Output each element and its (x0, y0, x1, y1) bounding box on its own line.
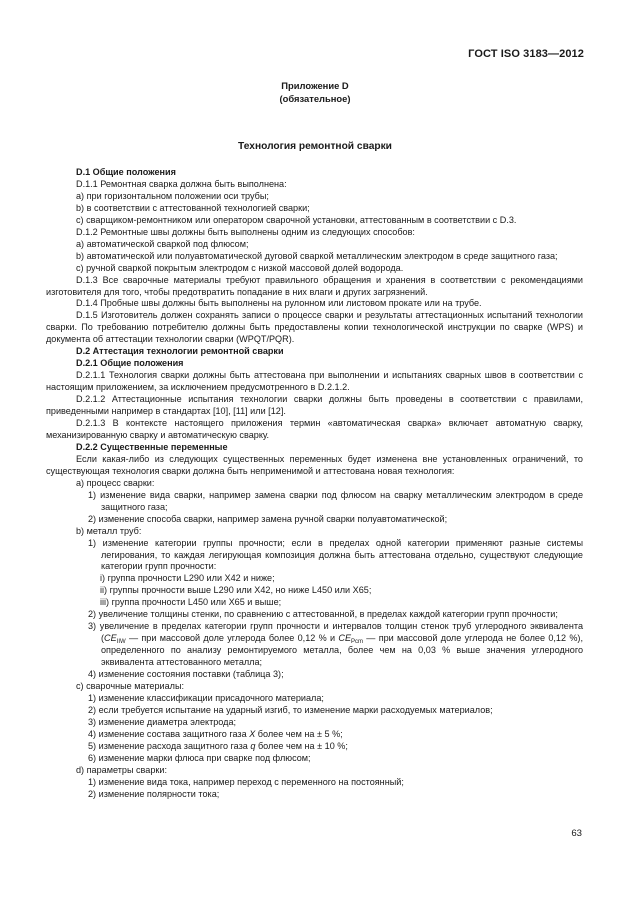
paragraph-d14: D.1.4 Пробные швы должны быть выполнены на рулонном или листовом прокате или на трубе. (76, 298, 482, 309)
paragraph-d211: D.2.1.1 Технология сварки должны быть аттестована при выполнении и испытаниях сварных швов в соответствии с настоящим приложением, за исключением предусмотренного в D.2.1.2. (46, 370, 583, 393)
ce-iiw-symbol: CE (104, 633, 117, 644)
list-item-d2: 2) изменение полярности тока; (88, 788, 220, 799)
c5-text-1: 5) изменение расхода защитного газа (88, 740, 251, 751)
list-item-c5 (46, 741, 583, 753)
c4-text-2: более чем на ± 5 %; (255, 728, 343, 739)
list-item-b: b) металл труб: (76, 525, 142, 536)
document-code: ГОСТ ISO 3183—2012 (468, 48, 584, 60)
gas-flow-symbol: q (250, 740, 256, 751)
list-item-d12c: c) ручной сваркой покрытым электродом с низкой массовой долей водорода. (76, 262, 404, 273)
list-item-c: c) сварочные материалы: (76, 680, 185, 691)
page-title: Технология ремонтной сварки (238, 141, 392, 152)
list-item-b2: 2) увеличение толщины стенки, по сравнению с аттестованной, в пределах каждой категории групп прочности; (88, 609, 558, 620)
section-heading-d2: D.2 Аттестация технологии ремонтной сварки (76, 346, 284, 357)
b3-text-3: — при массовой доле углерода не более 0,12 %), определенного по анализу ремонтируемого металла, более чем на 0,03 % выше значения углеродного эквивалента аттестованного металла; (101, 633, 583, 668)
list-item-c4 (46, 729, 583, 741)
ce-pcm-subscript: Pcm (351, 639, 364, 646)
list-item-a2: 2) изменение способа сварки, например замена ручной сварки полуавтоматической; (88, 513, 448, 524)
paragraph-d15: D.1.5 Изготовитель должен сохранять записи о процессе сварки и результаты аттестационных испытаний технологии сварки. По требованию потребителю должны быть предоставлены копии технологической инструкции по сварке (WPS) и документа об аттестации технологии сварки (WPQT/PQR). (46, 310, 583, 345)
paragraph-d213: D.2.1.3 В контексте настоящего приложения термин «автоматическая сварка» включает автоматную сварку, механизированную сварку и автоматическую сварку. (46, 418, 583, 440)
list-item-b1ii: ii) группы прочности выше L290 или X42, но ниже L450 или X65; (100, 585, 372, 596)
document-body (46, 167, 583, 801)
list-item-b1: 1) изменение категории группы прочности; если в пределах одной категории применяют разные системы легирования, то каждая легирующая композиция должна быть аттестована отдельно, существуют следующие категории групп прочности: (88, 537, 583, 572)
list-item-d1: 1) изменение вида тока, например переход с переменного на постоянный; (88, 776, 404, 787)
list-item-d11a: a) при горизонтальном положении оси трубы; (76, 190, 269, 201)
list-item-c2: 2) если требуется испытание на ударный изгиб, то изменение марки расходуемых материалов; (88, 704, 493, 715)
section-heading-d1: D.1 Общие положения (76, 167, 176, 177)
list-item-b4: 4) изменение состояния поставки (таблица 3); (88, 669, 284, 680)
paragraph-d13: D.1.3 Все сварочные материалы требуют правильного обращения и хранения в соответствии с рекомендациями изготовителя для того, чтобы предотвратить попадание в них влаги и других загрязнений. (46, 274, 583, 297)
paragraph-d11: D.1.1 Ремонтная сварка должна быть выполнена: (76, 178, 287, 189)
list-item-d: d) параметры сварки: (76, 764, 167, 775)
annex-status: (обязательное) (279, 92, 351, 104)
paragraph-d12: D.1.2 Ремонтные швы должны быть выполнены одним из следующих способов: (76, 226, 415, 237)
list-item-c1: 1) изменение классификации присадочного материала; (88, 692, 324, 703)
annex-heading (0, 80, 630, 105)
page-number: 63 (571, 828, 582, 839)
ce-pcm-symbol: CE (338, 633, 352, 644)
list-item-b1iii: iii) группа прочности L450 или X65 и выше; (100, 597, 282, 608)
c5-text-2: более чем на ± 10 %; (255, 740, 348, 751)
list-item-c6: 6) изменение марки флюса при сварке под флюсом; (88, 752, 311, 763)
list-item-c3: 3) изменение диаметра электрода; (88, 716, 237, 727)
ce-iiw-subscript: IIW (116, 639, 126, 646)
section-heading-d21: D.2.1 Общие положения (76, 358, 184, 369)
list-item-b1i: i) группа прочности L290 или X42 и ниже; (100, 573, 275, 584)
b3-text-1: 3) увеличение в пределах категории групп прочности и интервалов толщин стенок труб углеродного эквивалента ( (88, 621, 583, 644)
list-item-d11b: b) в соответствии с аттестованной технологией сварки; (76, 202, 310, 213)
list-item-b3 (46, 621, 583, 669)
paragraph-d22-intro: Если какая-либо из следующих существенных переменных будет изменена вне установленных ограничений, то существующая технология сварки должна быть неприменимой и аттестована новая технология: (46, 453, 583, 476)
paragraph-d212: D.2.1.2 Аттестационные испытания технологии сварки должны быть проведены в соответствии с правилами, приведенными например в стандартах [10], [11] или [12]. (46, 394, 583, 417)
b3-text-2: — при массовой доле углерода более 0,12 % и (125, 633, 339, 644)
list-item-d11c: c) сварщиком-ремонтником или оператором сварочной установки, аттестованным в соответствии с D.3. (76, 214, 517, 225)
annex-label: Приложение D (281, 80, 349, 91)
gas-composition-symbol: X (249, 728, 256, 739)
list-item-d12a: a) автоматической сваркой под флюсом; (76, 238, 249, 249)
list-item-a1: 1) изменение вида сварки, например замена сварки под флюсом на сварку металлическим электродом в среде защитного газа; (88, 489, 583, 512)
section-heading-d22: D.2.2 Существенные переменные (76, 441, 228, 452)
c4-text-1: 4) изменение состава защитного газа (88, 728, 250, 739)
list-item-d12b: b) автоматической или полуавтоматической дуговой сваркой металлическим электродом в среде защитного газа; (76, 250, 558, 261)
list-item-a: a) процесс сварки: (76, 477, 155, 488)
